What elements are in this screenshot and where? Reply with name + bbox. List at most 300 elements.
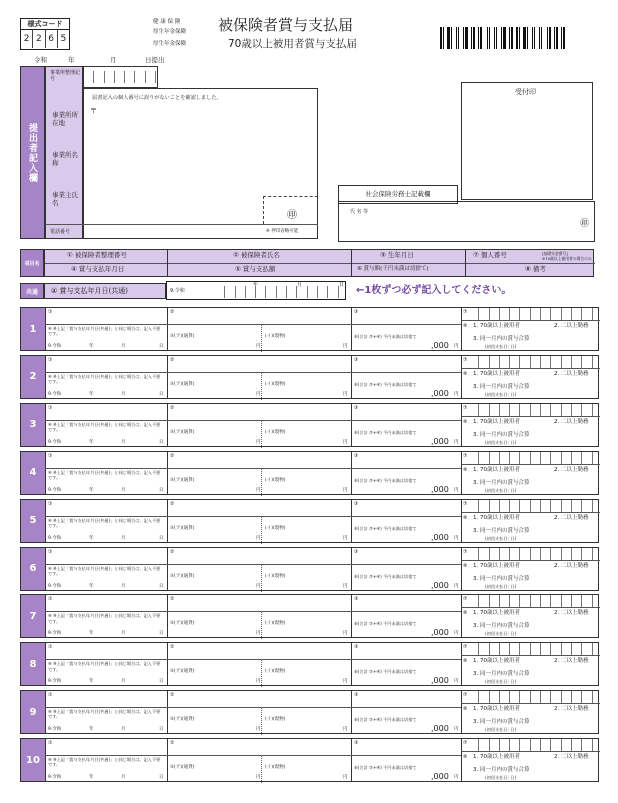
row-day: 日 xyxy=(159,679,164,685)
row-c3-mark: ③ xyxy=(354,548,359,555)
barcode-bar xyxy=(503,27,506,49)
row-cash-label: ⑤(ア)(通貨) xyxy=(170,429,195,435)
row-cash-label: ⑤(ア)(通貨) xyxy=(170,573,195,579)
insured-name-field[interactable] xyxy=(175,359,347,371)
row-number xyxy=(21,548,45,590)
barcode-bar xyxy=(456,27,457,49)
birthdate-field[interactable] xyxy=(359,311,457,323)
row-opt2[interactable]: 2. 二以上勤務 xyxy=(554,754,589,761)
entry-row xyxy=(20,355,599,399)
entry-row xyxy=(20,594,599,638)
c4-note-text: ④ ※上記「賞与支払年月日(共通)」と同じ場合は、記入不要です。 xyxy=(48,661,161,672)
c4-note xyxy=(48,757,163,768)
entry-row xyxy=(20,499,599,543)
row-cash-yen: 円 xyxy=(256,391,261,397)
insurance-type: 厚生年金保険 xyxy=(153,41,187,48)
emp-number-field[interactable] xyxy=(51,503,163,515)
form-code-digit: 2 xyxy=(21,30,33,48)
insured-name-field[interactable] xyxy=(175,742,347,754)
barcode-bar xyxy=(491,27,493,49)
row-c1-mark: ① xyxy=(48,356,53,363)
row-cash-label: ⑤(ア)(通貨) xyxy=(170,765,195,771)
row-c3-mark: ③ xyxy=(354,309,359,315)
header-c2: ② 被保険者氏名 xyxy=(233,251,280,259)
row-c7-mark: ⑦ xyxy=(463,500,468,507)
row-kind-yen: 円 xyxy=(343,344,348,349)
row-kind-label: (イ)(現物) xyxy=(265,717,286,723)
barcode-bar xyxy=(523,27,526,49)
row-number xyxy=(21,739,45,781)
entry-row xyxy=(20,451,599,495)
barcode-bar xyxy=(498,27,500,49)
insured-name-field[interactable] xyxy=(175,503,347,515)
row-total-label: ⑥(合計 ⑦+④) 千円未満は切捨て xyxy=(354,765,417,771)
row-c7-mark: ⑦ xyxy=(463,356,468,363)
labor-consultant-name-label: 氏 名 等 xyxy=(350,209,369,215)
row-kind-yen: 円 xyxy=(343,391,348,397)
row-total-label: ⑥(合計 ⑦+④) 千円未満は切捨て xyxy=(354,717,417,723)
row-opt1[interactable]: 1. 70歳以上被用者 xyxy=(473,514,520,521)
barcode-bar xyxy=(483,27,486,49)
row-cash-label: ⑤(ア)(通貨) xyxy=(170,669,195,675)
row-c2-mark: ② xyxy=(170,596,175,603)
row-remarks-mark: ⑧ xyxy=(463,610,468,617)
personal-number-field[interactable] xyxy=(469,356,593,368)
row-cash-yen: 円 xyxy=(256,344,261,349)
row-c7-mark: ⑦ xyxy=(463,452,468,459)
cash-kind-divider xyxy=(261,707,262,735)
barcode-bar xyxy=(534,27,535,49)
row-opt3-note: (初回支払日: 日) xyxy=(485,775,517,781)
row-month: 月 xyxy=(121,727,126,733)
row-number xyxy=(21,643,45,685)
insured-name-field[interactable] xyxy=(175,455,347,467)
birthdate-field[interactable] xyxy=(359,646,457,658)
row-era: 9.令和 xyxy=(48,535,62,541)
submission-month: 月 xyxy=(110,56,117,64)
row-opt2[interactable]: 2. 二以上勤務 xyxy=(554,323,589,329)
row-opt3[interactable]: 3. 同一月内の賞与合算 xyxy=(473,383,530,390)
entry-row xyxy=(20,642,599,686)
form-code-digit: 5 xyxy=(60,34,67,45)
entry-row xyxy=(20,547,599,591)
row-cash-label: ⑤(ア)(通貨) xyxy=(170,477,195,483)
row-opt3[interactable]: 3. 同一月内の賞与合算 xyxy=(473,767,530,774)
birthdate-field[interactable] xyxy=(359,503,457,515)
row-total-value: ,000 xyxy=(431,484,449,494)
c4-note xyxy=(48,422,163,433)
header-c6: ⑥ 賞与額(千円未満は切捨て) xyxy=(357,266,429,272)
column-header xyxy=(44,249,594,277)
row-opt1[interactable]: 1. 70歳以上被用者 xyxy=(473,658,520,665)
labor-consultant-seal: ㊞ xyxy=(579,219,589,229)
common-date-field[interactable] xyxy=(166,281,346,300)
row-c7-mark: ⑦ xyxy=(463,596,468,603)
row-day: 日 xyxy=(159,631,164,637)
c4-note xyxy=(48,566,163,577)
row-day: 日 xyxy=(159,391,164,397)
row-total-value: ,000 xyxy=(431,436,449,446)
row-opt1[interactable]: 1. 70歳以上被用者 xyxy=(473,466,520,473)
row-era: 9.令和 xyxy=(48,775,62,781)
barcode-bar xyxy=(453,27,455,49)
emp-number-field[interactable] xyxy=(51,598,163,610)
labor-consultant-title: 社会保険労務士記載欄 xyxy=(338,185,458,204)
page-title: 被保険者賞与支払届 xyxy=(218,16,354,34)
entry-row xyxy=(20,738,599,782)
row-c1-mark: ① xyxy=(48,452,53,459)
row-opt3[interactable]: 3. 同一月内の賞与合算 xyxy=(473,431,530,438)
row-kind-label: (イ)(現物) xyxy=(265,334,286,339)
barcode-bar xyxy=(507,27,508,49)
row-c7-mark: ⑦ xyxy=(463,692,468,699)
row-opt1[interactable]: 1. 70歳以上被用者 xyxy=(473,562,520,569)
row-opt3-note: (初回支払日: 日) xyxy=(485,631,517,637)
barcode xyxy=(440,27,598,49)
row-number xyxy=(21,595,45,637)
row-c7-mark: ⑦ xyxy=(463,309,468,315)
barcode-bar xyxy=(469,27,470,49)
cash-kind-divider xyxy=(261,324,262,352)
row-day: 日 xyxy=(159,535,164,541)
row-number-text: 3 xyxy=(29,419,37,431)
barcode-bar xyxy=(440,27,442,49)
row-total-value: ,000 xyxy=(431,676,449,686)
cash-kind-divider xyxy=(261,516,262,544)
row-kind-label: (イ)(現物) xyxy=(265,573,286,579)
row-kind-yen: 円 xyxy=(343,535,348,541)
insured-name-field[interactable] xyxy=(175,551,347,563)
barcode-bar xyxy=(460,27,462,49)
insured-name-field[interactable] xyxy=(175,694,347,706)
row-total-value: ,000 xyxy=(431,388,449,398)
header-c8: ⑧ 備考 xyxy=(525,265,546,273)
row-c2-mark: ② xyxy=(170,548,175,555)
office-number-label: 事業所整理記号 xyxy=(50,70,81,82)
row-opt3-note: (初回支払日: 日) xyxy=(485,679,517,685)
row-era: 9.令和 xyxy=(48,727,62,733)
common-label-cell xyxy=(20,283,44,299)
personal-number-field[interactable] xyxy=(469,500,593,512)
row-c2-mark: ② xyxy=(170,309,175,315)
row-kind-label: (イ)(現物) xyxy=(265,429,286,435)
submission-day: 日提出 xyxy=(145,56,165,64)
row-c2-mark: ② xyxy=(170,404,175,411)
row-cash-label: ⑤(ア)(通貨) xyxy=(170,334,195,339)
c4-note-text: ④ ※上記「賞与支払年月日(共通)」と同じ場合は、記入不要です。 xyxy=(48,709,161,720)
common-date-label: ④ 賞与支払年月日(共通) xyxy=(51,287,128,295)
row-remarks-mark: ⑧ xyxy=(463,370,468,377)
row-year: 年 xyxy=(89,631,94,637)
personal-number-field[interactable] xyxy=(469,452,593,464)
common-label: 共通 xyxy=(25,288,38,296)
row-opt1[interactable]: 1. 70歳以上被用者 xyxy=(473,323,520,329)
birthdate-field[interactable] xyxy=(359,694,457,706)
row-era: 9.令和 xyxy=(48,631,62,637)
common-note: ←1枚ずつ必ず記入してください。 xyxy=(356,285,512,296)
row-opt3-note: (初回支払日: 日) xyxy=(485,727,517,733)
row-total-yen: 円 xyxy=(454,535,459,541)
personal-number-field[interactable] xyxy=(469,643,593,655)
row-opt3[interactable]: 3. 同一月内の賞与合算 xyxy=(473,575,530,582)
row-year: 年 xyxy=(89,439,94,445)
row-opt2[interactable]: 2. 二以上勤務 xyxy=(554,658,589,665)
row-cash-yen: 円 xyxy=(256,631,261,637)
row-day: 日 xyxy=(159,727,164,733)
row-total-yen: 円 xyxy=(454,439,459,445)
emp-number-field[interactable] xyxy=(51,646,163,658)
form-code-digit: 6 xyxy=(46,30,58,48)
row-opt2[interactable]: 2. 二以上勤務 xyxy=(554,610,589,617)
row-number xyxy=(21,356,45,398)
row-c1-mark: ① xyxy=(48,692,53,699)
row-c2-mark: ② xyxy=(170,452,175,459)
birthdate-field[interactable] xyxy=(359,455,457,467)
barcode-bar xyxy=(511,27,513,49)
item-label: 項目名 xyxy=(24,260,40,267)
row-total-label: ⑥(合計 ⑦+④) 千円未満は切捨て xyxy=(354,621,417,627)
row-number-text: 2 xyxy=(29,371,37,383)
row-total-label: ⑥(合計 ⑦+④) 千円未満は切捨て xyxy=(354,669,417,675)
row-cash-label: ⑤(ア)(通貨) xyxy=(170,621,195,627)
owner-seal: ㊞ xyxy=(287,210,297,221)
entry-row xyxy=(20,403,599,447)
row-era: 9.令和 xyxy=(48,439,62,445)
row-year: 年 xyxy=(89,679,94,685)
birthdate-field[interactable] xyxy=(359,742,457,754)
row-kind-label: (イ)(現物) xyxy=(265,477,286,483)
row-c3-mark: ③ xyxy=(354,452,359,459)
row-kind-label: (イ)(現物) xyxy=(265,621,286,627)
row-total-yen: 円 xyxy=(454,344,459,349)
row-opt3[interactable]: 3. 同一月内の賞与合算 xyxy=(473,479,530,486)
row-cash-yen: 円 xyxy=(256,727,261,733)
barcode-bar xyxy=(445,27,446,49)
cash-kind-divider xyxy=(261,564,262,592)
cash-kind-divider xyxy=(261,372,262,400)
row-total-value: ,000 xyxy=(431,532,449,542)
barcode-bar xyxy=(556,27,558,49)
barcode-bar xyxy=(539,27,540,49)
personal-number-field[interactable] xyxy=(469,739,593,751)
emp-number-field[interactable] xyxy=(51,551,163,563)
row-opt2[interactable]: 2. 二以上勤務 xyxy=(554,370,589,377)
cash-kind-divider xyxy=(261,468,262,496)
row-opt1[interactable]: 1. 70歳以上被用者 xyxy=(473,370,520,377)
row-total-label: ⑥(合計 ⑦+④) 千円未満は切捨て xyxy=(354,334,417,339)
row-year: 年 xyxy=(89,583,94,589)
row-year: 年 xyxy=(89,535,94,541)
row-c2-mark: ② xyxy=(170,356,175,363)
row-cash-yen: 円 xyxy=(256,487,261,493)
row-opt2[interactable]: 2. 二以上勤務 xyxy=(554,466,589,473)
personal-number-field[interactable] xyxy=(469,595,593,607)
row-c3-mark: ③ xyxy=(354,500,359,507)
row-opt2[interactable]: 2. 二以上勤務 xyxy=(554,706,589,713)
barcode-bar xyxy=(547,27,548,49)
row-c1-mark: ① xyxy=(48,596,53,603)
receipt-stamp-box xyxy=(461,82,593,200)
c4-note-text: ④ ※上記「賞与支払年月日(共通)」と同じ場合は、記入不要です。 xyxy=(48,517,161,528)
entry-row xyxy=(20,690,599,734)
header-c1: ① 被保険者整理番号 xyxy=(67,251,127,259)
barcode-bar xyxy=(561,27,562,49)
barcode-bar xyxy=(465,27,468,49)
row-opt2[interactable]: 2. 二以上勤務 xyxy=(554,562,589,569)
barcode-bar xyxy=(447,27,450,49)
item-label-cell xyxy=(20,249,44,277)
office-address-label: 事業所所在地 xyxy=(52,111,78,127)
office-name-label: 事業所名称 xyxy=(52,151,78,167)
common-era: 9.令和 xyxy=(170,288,185,294)
submitter-label: 提出者記入欄 xyxy=(27,122,37,183)
seal-note: ※ 押印省略可能 xyxy=(266,229,299,234)
row-day: 日 xyxy=(159,344,164,349)
row-number-text: 4 xyxy=(29,467,37,479)
office-number-field[interactable] xyxy=(83,66,158,88)
insurance-types xyxy=(153,19,207,48)
row-opt1[interactable]: 1. 70歳以上被用者 xyxy=(473,706,520,713)
row-remarks-mark: ⑧ xyxy=(463,514,468,521)
row-c3-mark: ③ xyxy=(354,740,359,747)
row-opt3-note: (初回支払日: 日) xyxy=(485,487,517,493)
barcode-bar xyxy=(521,27,522,49)
row-opt1[interactable]: 1. 70歳以上被用者 xyxy=(473,754,520,761)
row-total-yen: 円 xyxy=(454,631,459,637)
row-month: 月 xyxy=(121,439,126,445)
row-c1-mark: ① xyxy=(48,404,53,411)
c4-note xyxy=(48,326,163,337)
c4-note-text: ④ ※上記「賞与支払年月日(共通)」と同じ場合は、記入不要です。 xyxy=(48,757,161,768)
row-opt3[interactable]: 3. 同一月内の賞与合算 xyxy=(473,719,530,726)
row-month: 月 xyxy=(121,775,126,781)
form-code-label: 様式コード xyxy=(21,19,69,30)
barcode-bar xyxy=(480,27,482,49)
emp-number-field[interactable] xyxy=(51,694,163,706)
row-number xyxy=(21,500,45,542)
barcode-bar xyxy=(549,27,551,49)
birthdate-field[interactable] xyxy=(359,359,457,371)
personal-number-field[interactable] xyxy=(469,691,593,703)
row-cash-yen: 円 xyxy=(256,679,261,685)
c4-note xyxy=(48,518,163,529)
row-opt1[interactable]: 1. 70歳以上被用者 xyxy=(473,610,520,617)
insured-name-field[interactable] xyxy=(175,646,347,658)
row-total-label: ⑥(合計 ⑦+④) 千円未満は切捨て xyxy=(354,525,417,531)
row-c2-mark: ② xyxy=(170,500,175,507)
birthdate-field[interactable] xyxy=(359,407,457,419)
row-opt3[interactable]: 3. 同一月内の賞与合算 xyxy=(473,527,530,534)
c4-note-text: ④ ※上記「賞与支払年月日(共通)」と同じ場合は、記入不要です。 xyxy=(48,326,161,337)
phone-divider xyxy=(45,224,318,225)
header-c7-note2: ※70歳以上被用者の場合のみ xyxy=(542,256,592,261)
row-number xyxy=(21,452,45,494)
phone-label: 電話番号 xyxy=(50,229,71,235)
row-opt3-note: (初回支払日: 日) xyxy=(485,344,517,349)
personal-number-field[interactable] xyxy=(469,308,593,320)
row-total-yen: 円 xyxy=(454,679,459,685)
cash-kind-divider xyxy=(261,659,262,687)
barcode-bar xyxy=(552,27,553,49)
row-c3-mark: ③ xyxy=(354,404,359,411)
row-number xyxy=(21,691,45,733)
barcode-bar xyxy=(476,27,477,49)
emp-number-field[interactable] xyxy=(51,359,163,371)
birthdate-field[interactable] xyxy=(359,598,457,610)
insured-name-field[interactable] xyxy=(175,311,347,323)
row-kind-yen: 円 xyxy=(343,487,348,493)
insured-name-field[interactable] xyxy=(175,407,347,419)
row-month: 月 xyxy=(121,535,126,541)
c4-note xyxy=(48,470,163,481)
row-c2-mark: ② xyxy=(170,740,175,747)
birthdate-field[interactable] xyxy=(359,551,457,563)
row-c1-mark: ① xyxy=(48,548,53,555)
row-opt3-note: (初回支払日: 日) xyxy=(485,535,517,541)
barcode-bar xyxy=(473,27,475,49)
row-opt3[interactable]: 3. 同一月内の賞与合算 xyxy=(473,623,530,630)
row-opt3[interactable]: 3. 同一月内の賞与合算 xyxy=(473,336,530,342)
row-month: 月 xyxy=(121,391,126,397)
header-c3: ③ 生年月日 xyxy=(380,251,414,259)
row-opt2[interactable]: 2. 二以上勤務 xyxy=(554,514,589,521)
owner-name-label: 事業主氏名 xyxy=(52,191,78,207)
row-c3-mark: ③ xyxy=(354,596,359,603)
row-opt2[interactable]: 2. 二以上勤務 xyxy=(554,418,589,425)
header-c5: ⑤ 賞与支払額 xyxy=(235,265,276,273)
barcode-bar xyxy=(514,27,515,49)
row-cash-label: ⑤(ア)(通貨) xyxy=(170,717,195,723)
row-total-label: ⑥(合計 ⑦+④) 千円未満は切捨て xyxy=(354,477,417,483)
row-remarks-mark: ⑧ xyxy=(463,658,468,665)
barcode-bar xyxy=(527,27,528,49)
row-era: 9.令和 xyxy=(48,344,62,349)
row-c1-mark: ① xyxy=(48,309,53,315)
barcode-bar xyxy=(543,27,546,49)
cash-kind-divider xyxy=(261,420,262,448)
row-c1-mark: ① xyxy=(48,644,53,651)
c4-note-text: ④ ※上記「賞与支払年月日(共通)」と同じ場合は、記入不要です。 xyxy=(48,373,161,385)
labor-consultant-box xyxy=(338,185,593,240)
emp-number-field[interactable] xyxy=(51,742,163,754)
barcode-bar xyxy=(529,27,531,49)
personal-number-field[interactable] xyxy=(469,548,593,560)
row-number-text: 6 xyxy=(29,563,37,574)
form-code-box xyxy=(20,18,70,50)
row-cash-yen: 円 xyxy=(256,775,261,781)
row-opt1[interactable]: 1. 70歳以上被用者 xyxy=(473,418,520,425)
row-total-value: ,000 xyxy=(431,580,449,590)
insurance-type: 厚生年金保険 xyxy=(153,28,187,35)
insured-name-field[interactable] xyxy=(175,598,347,610)
row-total-yen: 円 xyxy=(454,583,459,589)
emp-number-field[interactable] xyxy=(51,311,163,323)
row-total-label: ⑥(合計 ⑦+④) 千円未満は切捨て xyxy=(354,381,417,387)
row-remarks-mark: ⑧ xyxy=(463,754,468,761)
row-opt3[interactable]: 3. 同一月内の賞与合算 xyxy=(473,671,530,678)
emp-number-field[interactable] xyxy=(51,455,163,467)
row-total-yen: 円 xyxy=(454,487,459,493)
emp-number-field[interactable] xyxy=(51,407,163,419)
barcode-bar xyxy=(458,27,459,49)
personal-number-field[interactable] xyxy=(469,404,593,416)
c4-note xyxy=(48,613,163,624)
c4-note-text: ④ ※上記「賞与支払年月日(共通)」と同じ場合は、記入不要です。 xyxy=(48,613,161,624)
row-kind-yen: 円 xyxy=(343,583,348,589)
barcode-bar xyxy=(463,27,464,49)
postal-mark: 〒 xyxy=(90,107,97,115)
row-kind-yen: 円 xyxy=(343,631,348,637)
